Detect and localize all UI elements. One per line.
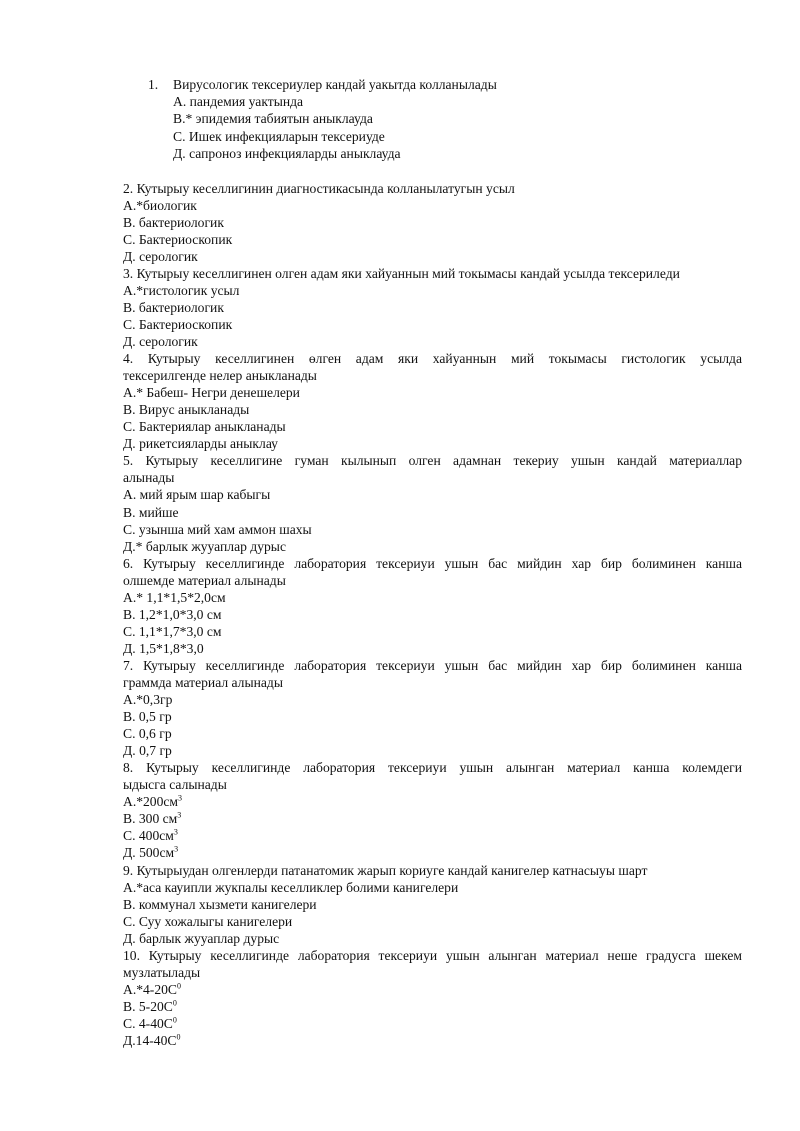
question-text: 4. Кутырыу кеселлигинен өлген адам яки хайуаннын мий токымасы гистологик усылда (123, 351, 742, 367)
answer-option (123, 299, 742, 316)
answer-option-text: В. 5-20С (123, 998, 173, 1014)
answer-option-text: Д. 1,5*1,8*3,0 (123, 640, 204, 656)
answer-option (123, 981, 742, 998)
question-6 (123, 555, 742, 657)
answer-option (123, 879, 742, 896)
answer-option-text: Д. серологик (123, 334, 198, 350)
superscript: 3 (177, 810, 182, 820)
answer-option (123, 810, 742, 827)
answer-option-text: В. бактериологик (123, 214, 224, 230)
answer-option-text: А. мий ярым шар кабыгы (123, 487, 271, 503)
answer-option-text: А.*0,3гр (123, 692, 173, 708)
answer-option-text: С. Бактериялар аныкланады (123, 419, 286, 435)
question-7 (123, 657, 742, 759)
answer-option (123, 384, 742, 401)
answer-option-text: В. 0,5 гр (123, 709, 172, 725)
answer-option-text: С. Бактериоскопик (123, 317, 233, 332)
answer-option-text: С. 4-40С (123, 1015, 173, 1031)
question-3 (123, 265, 742, 350)
question-text: 10. Кутырыу кеселлигинде лаборатория тексериуи ушын алынган материал неше градусга шекем (123, 947, 742, 963)
answer-option (123, 486, 742, 503)
question-1-text: Вирусологик тексериулер кандай уакытда колланылады (173, 77, 497, 92)
question-text: олшемде материал алынады (123, 572, 286, 588)
answer-option-text: Д.14-40С (123, 1032, 177, 1048)
answer-option (123, 521, 742, 538)
answer-option-text: Д. рикетсияларды аныклау (123, 436, 278, 452)
answer-option (123, 282, 742, 299)
answer-option (123, 231, 742, 248)
answer-option-text: Д. серологик (123, 248, 198, 264)
question-1 (148, 76, 742, 163)
answer-option (123, 1032, 742, 1049)
answer-option-text: В. коммунал хызмети канигелери (123, 896, 317, 912)
answer-option-text: С. Суу хожалыгы канигелери (123, 913, 293, 929)
superscript: 3 (178, 793, 183, 803)
superscript: 0 (172, 998, 177, 1008)
answer-option-text: С. 1,1*1,7*3,0 см (123, 623, 222, 639)
answer-option (123, 589, 742, 606)
answer-option (123, 896, 742, 913)
question-text: 5. Кутырыу кеселлигине гуман кылынып олген адамнан текериу ушын кандай материаллар (123, 453, 742, 469)
question-text: граммда материал алынады (123, 674, 283, 690)
answer-option: С. Ишек инфекцияларын тексериуде (173, 128, 385, 144)
answer-option (123, 197, 742, 214)
answer-option (123, 998, 742, 1015)
answer-option (123, 418, 742, 435)
answer-option-text: Д. 0,7 гр (123, 743, 172, 759)
question-text: 6. Кутырыу кеселлигинде лаборатория тексериуи ушын бас мийдин хар бир болиминен канша (123, 555, 742, 571)
answer-option-text: С. узынша мий хам аммон шахы (123, 521, 312, 537)
answer-option (123, 606, 742, 623)
answer-option (123, 214, 742, 231)
answer-option (123, 538, 742, 555)
question-text: 8. Кутырыу кеселлигинде лаборатория тексериуи ушын алынган материал канша колемдеги (123, 760, 742, 776)
answer-option-text: А.*биологик (123, 197, 197, 213)
answer-option (123, 793, 742, 810)
superscript: 0 (172, 1015, 177, 1025)
answer-option (123, 623, 742, 640)
question-text: 3. Кутырыу кеселлигинен олген адам яки хайуаннын мий токымасы кандай усылда тексериледи (123, 265, 680, 281)
answer-option (123, 742, 742, 759)
superscript: 0 (176, 1032, 181, 1042)
question-10 (123, 947, 742, 1049)
question-9 (123, 862, 742, 947)
answer-option-text: В. 1,2*1,0*3,0 см (123, 606, 222, 622)
answer-option (123, 640, 742, 657)
answer-option (123, 844, 742, 861)
answer-option (123, 435, 742, 452)
answer-option-text: Д.* барлык жууаплар дурыс (123, 538, 286, 554)
answer-option-text: Д. 500см (123, 845, 175, 861)
question-text: 9. Кутырыудан олгенлерди патанатомик жарып кориуге кандай канигелер катнасыуы шарт (123, 862, 648, 878)
question-4 (123, 350, 742, 452)
answer-option (123, 401, 742, 418)
answer-option (123, 913, 742, 930)
answer-option: А. пандемия уактында (173, 94, 304, 109)
question-text: 7. Кутырыу кеселлигинде лаборатория тексериуи ушын бас мийдин хар бир болиминен канша (123, 657, 742, 673)
question-text: музлатылады (123, 964, 201, 980)
answer-option-text: В. 300 см (123, 811, 178, 827)
superscript: 0 (177, 981, 181, 991)
question-list (123, 180, 742, 1049)
answer-option (123, 691, 742, 708)
answer-option (123, 1015, 742, 1032)
document-page (123, 76, 742, 1049)
answer-option (123, 725, 742, 742)
answer-option (123, 248, 742, 265)
answer-option: В.* эпидемия табиятын аныклауда (173, 111, 373, 127)
question-text: алынады (123, 470, 175, 486)
answer-option-text: А.* Бабеш- Негри денешелери (123, 385, 300, 401)
answer-option (123, 333, 742, 350)
question-2 (123, 180, 742, 265)
question-5 (123, 452, 742, 554)
superscript: 3 (173, 827, 178, 837)
question-text: тексерилгенде нелер аныкланады (123, 368, 317, 384)
answer-option-text: А.*4-20С (123, 981, 177, 997)
answer-option-text: В. Вирус аныкланады (123, 402, 250, 418)
answer-option (123, 316, 742, 333)
answer-option: Д. сапроноз инфекцияларды аныклауда (173, 146, 401, 162)
answer-option (123, 504, 742, 521)
answer-option-text: Д. барлык жууаплар дурыс (123, 930, 280, 946)
answer-option (123, 708, 742, 725)
answer-option-text: С. Бактериоскопик (123, 231, 233, 247)
answer-option-text: А.*200см (123, 794, 179, 810)
answer-option-text: В. мийше (123, 504, 179, 520)
question-text: 2. Кутырыу кеселлигинин диагностикасында колланылатугын усыл (123, 180, 515, 196)
answer-option (123, 930, 742, 947)
question-8 (123, 759, 742, 861)
answer-option-text: А.* 1,1*1,5*2,0см (123, 589, 226, 605)
answer-option-text: С. 0,6 гр (123, 726, 172, 742)
superscript: 3 (174, 844, 179, 854)
question-1-number: 1. (148, 77, 159, 92)
answer-option (123, 827, 742, 844)
answer-option-text: С. 400см (123, 828, 174, 844)
question-text: ыдысга салынады (123, 777, 227, 793)
answer-option-text: А.*аса кауипли жукпалы кеселликлер болими канигелери (123, 879, 459, 895)
answer-option-text: В. бактериологик (123, 299, 224, 315)
answer-option-text: А.*гистологик усыл (123, 282, 240, 298)
